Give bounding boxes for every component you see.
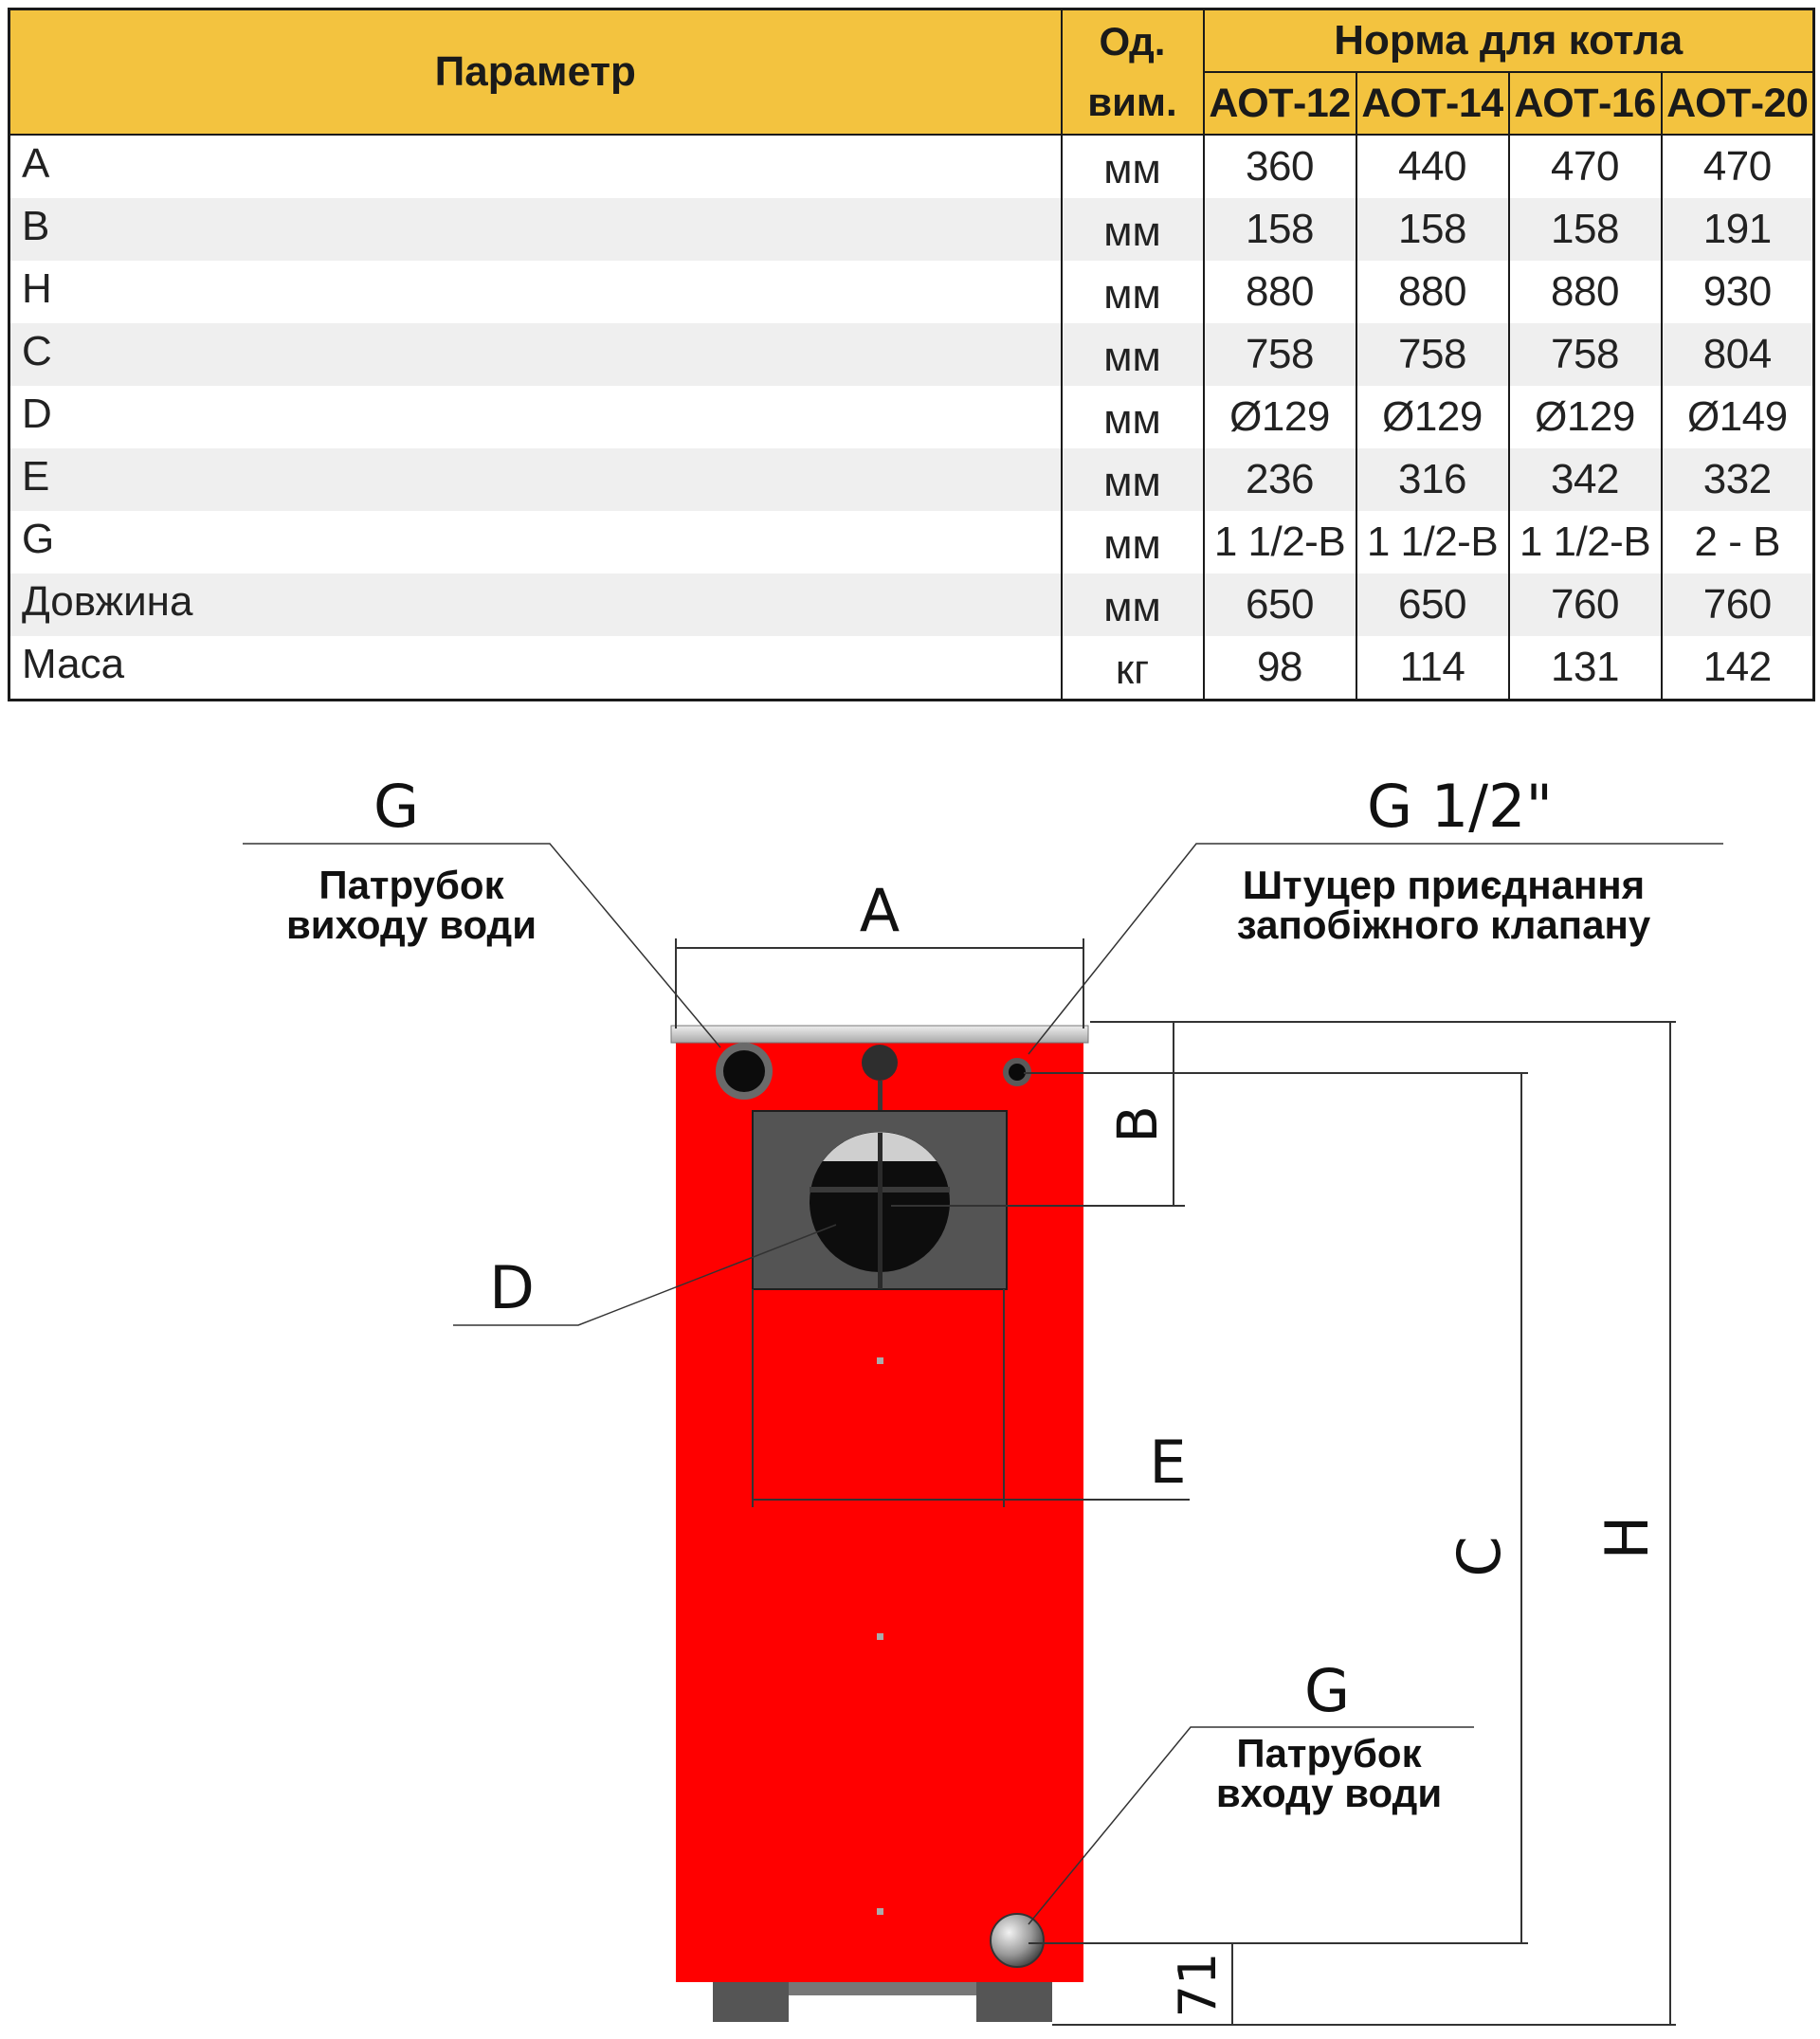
table-row — [9, 573, 1814, 636]
label-71: 71 — [1168, 1952, 1228, 2018]
outlet-pipe-bore — [723, 1050, 765, 1092]
param-cell: Довжина — [9, 573, 1062, 636]
header-model: АОТ-14 — [1356, 72, 1509, 135]
boiler-top-cover — [671, 1026, 1088, 1043]
value-cell: 332 — [1662, 448, 1814, 511]
door-handle — [878, 1133, 883, 1289]
value-cell: 342 — [1509, 448, 1662, 511]
value-cell: 470 — [1509, 135, 1662, 198]
value-cell: 650 — [1356, 573, 1509, 636]
furnace-door — [753, 1111, 1007, 1289]
param-cell: A — [9, 135, 1062, 198]
param-cell: E — [9, 448, 1062, 511]
header-model: АОТ-20 — [1662, 72, 1814, 135]
screw — [877, 1633, 883, 1640]
value-cell: 98 — [1204, 636, 1356, 701]
value-cell: 880 — [1509, 261, 1662, 323]
value-cell: 360 — [1204, 135, 1356, 198]
unit-cell: мм — [1062, 323, 1204, 386]
value-cell: 1 1/2-B — [1509, 511, 1662, 573]
boiler-diagram — [0, 720, 1820, 2039]
label-e: E — [1149, 1428, 1187, 1497]
value-cell: 158 — [1509, 198, 1662, 261]
header-model: АОТ-12 — [1204, 72, 1356, 135]
header-unit-line2: вим. — [1087, 80, 1177, 124]
label-d: D — [489, 1253, 535, 1322]
table-row — [9, 323, 1814, 386]
boiler-foot-left — [713, 1982, 789, 2022]
table-row — [9, 135, 1814, 198]
param-cell: C — [9, 323, 1062, 386]
value-cell: Ø129 — [1509, 386, 1662, 448]
table-row — [9, 448, 1814, 511]
value-cell: 880 — [1204, 261, 1356, 323]
unit-cell: мм — [1062, 261, 1204, 323]
value-cell: Ø149 — [1662, 386, 1814, 448]
value-cell: Ø129 — [1356, 386, 1509, 448]
unit-cell: мм — [1062, 198, 1204, 261]
inlet-pipe — [991, 1914, 1044, 1967]
value-cell: 1 1/2-B — [1204, 511, 1356, 573]
header-norm: Норма для котла — [1204, 9, 1814, 73]
unit-cell: кг — [1062, 636, 1204, 701]
label-c: C — [1445, 1536, 1514, 1577]
label-b: B — [1105, 1105, 1170, 1143]
label-g-outlet: G — [373, 772, 420, 841]
value-cell: 880 — [1356, 261, 1509, 323]
boiler-foot-right — [976, 1982, 1052, 2022]
caption-valve-line1: Штуцер приєднання — [1242, 863, 1646, 907]
unit-cell: мм — [1062, 135, 1204, 198]
value-cell: 142 — [1662, 636, 1814, 701]
value-cell: 930 — [1662, 261, 1814, 323]
param-cell: H — [9, 261, 1062, 323]
caption-inlet-line1: Патрубок — [1236, 1731, 1422, 1775]
param-cell: B — [9, 198, 1062, 261]
screw — [877, 1908, 883, 1915]
caption-outlet-line2: виходу води — [285, 902, 537, 947]
spec-table — [8, 8, 1815, 701]
unit-cell: мм — [1062, 573, 1204, 636]
value-cell: 158 — [1204, 198, 1356, 261]
value-cell: 158 — [1356, 198, 1509, 261]
value-cell: 316 — [1356, 448, 1509, 511]
value-cell: 2 - B — [1662, 511, 1814, 573]
value-cell: 191 — [1662, 198, 1814, 261]
label-a: A — [859, 876, 901, 945]
header-unit-line1: Од. — [1099, 19, 1166, 64]
draft-regulator-knob — [862, 1045, 898, 1081]
table-row — [9, 386, 1814, 448]
value-cell: 470 — [1662, 135, 1814, 198]
value-cell: 804 — [1662, 323, 1814, 386]
table-row — [9, 511, 1814, 573]
unit-cell: мм — [1062, 386, 1204, 448]
label-g-inlet: G — [1303, 1656, 1351, 1725]
table-row — [9, 636, 1814, 701]
value-cell: 650 — [1204, 573, 1356, 636]
valve-fitting-bore — [1009, 1064, 1026, 1081]
param-cell: Маса — [9, 636, 1062, 701]
boiler-base-plate — [789, 1982, 976, 1995]
value-cell: 758 — [1356, 323, 1509, 386]
value-cell: Ø129 — [1204, 386, 1356, 448]
caption-outlet-line1: Патрубок — [318, 863, 504, 907]
param-cell: G — [9, 511, 1062, 573]
unit-cell: мм — [1062, 448, 1204, 511]
header-model: АОТ-16 — [1509, 72, 1662, 135]
header-parameter: Параметр — [9, 9, 1062, 136]
caption-valve-line2: запобіжного клапану — [1236, 902, 1651, 947]
label-g-half: G 1/2" — [1366, 772, 1554, 841]
table-row — [9, 261, 1814, 323]
value-cell: 236 — [1204, 448, 1356, 511]
value-cell: 760 — [1662, 573, 1814, 636]
value-cell: 758 — [1509, 323, 1662, 386]
unit-cell: мм — [1062, 511, 1204, 573]
param-cell: D — [9, 386, 1062, 448]
value-cell: 760 — [1509, 573, 1662, 636]
table-row — [9, 198, 1814, 261]
inlet-pipe-body — [991, 1914, 1044, 1967]
value-cell: 114 — [1356, 636, 1509, 701]
caption-inlet-line2: входу води — [1215, 1771, 1443, 1815]
value-cell: 758 — [1204, 323, 1356, 386]
value-cell: 131 — [1509, 636, 1662, 701]
header-unit — [1062, 9, 1204, 136]
screw — [877, 1357, 883, 1364]
value-cell: 440 — [1356, 135, 1509, 198]
label-h: H — [1592, 1515, 1662, 1560]
value-cell: 1 1/2-B — [1356, 511, 1509, 573]
